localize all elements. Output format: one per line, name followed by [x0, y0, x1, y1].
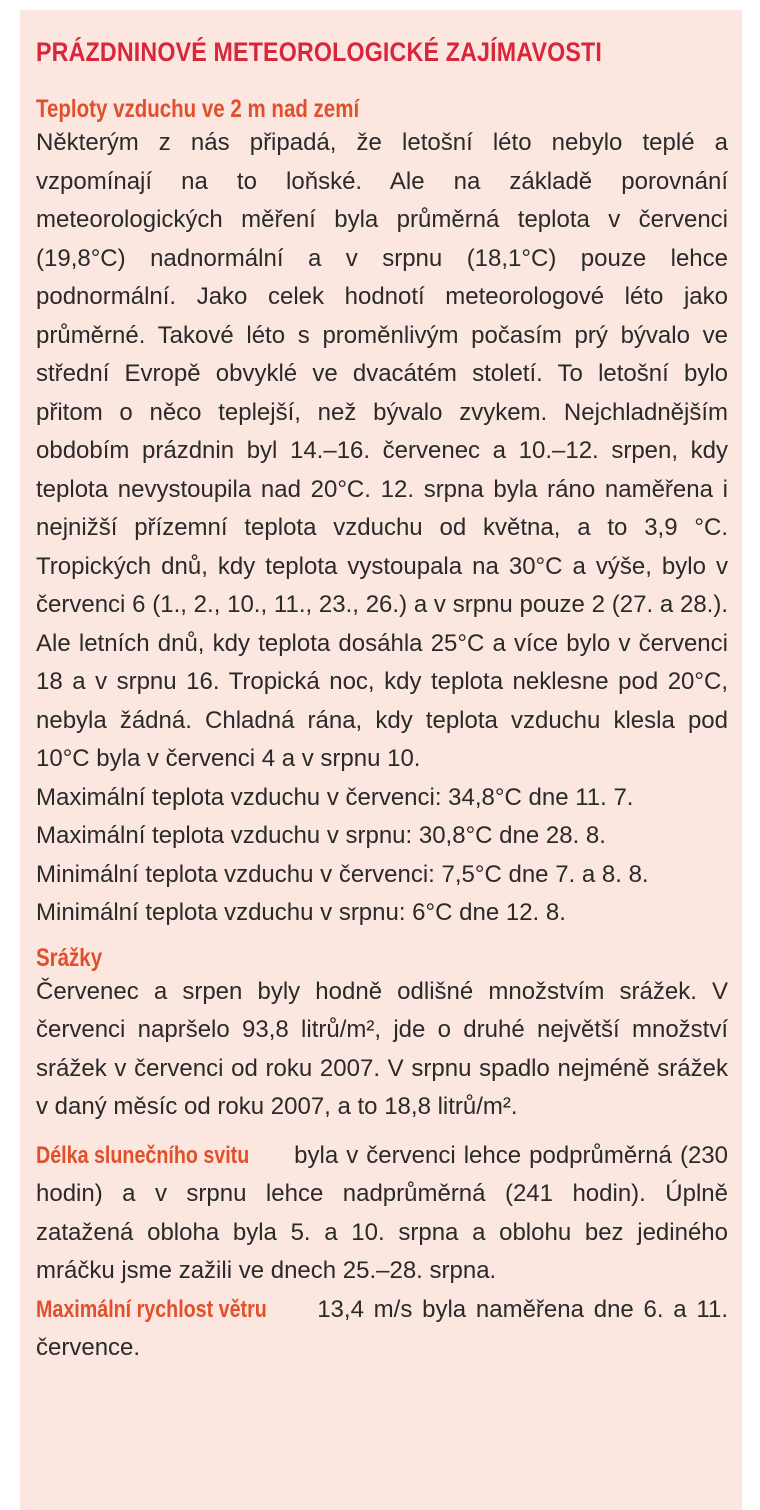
precipitation-paragraph: Červenec a srpen byly hodně odlišné množstvím srážek. V červenci napršelo 93,8 litrů/m², jde o druhé největší množství srážek v červenci od roku 2007. V srpnu spadlo nejméně srážek v daný měsíc od roku 2007, a to 18,8 litrů/m². — [36, 977, 728, 1120]
record-max-july: Maximální teplota vzduchu v červenci: 34,8°C dne 11. 7. — [36, 783, 634, 811]
wind-paragraph — [36, 1291, 728, 1368]
record-min-july: Minimální teplota vzduchu v červenci: 7,5°C dne 7. a 8. 8. — [36, 860, 649, 888]
temperature-heading: Teploty vzduchu ve 2 m nad zemí — [36, 95, 360, 123]
wind-heading: Maximální rychlost větru — [36, 1295, 267, 1323]
temperature-paragraph: Některým z nás připadá, že letošní léto nebylo teplé a vzpomínají na to loňské. Ale na základě porovnání meteorologických měření byla průměrná teplota v červenci (19,8°C) nadnormální a v srpnu (18,1°C) pouze lehce podnormální. Jako celek hodnotí meteorologové léto jako průměrné. Takové léto s proměnlivým počasím prý bývalo ve střední Evropě obvyklé ve dvacátém století. To letošní bylo přitom o něco teplejší, než bývalo zvykem. Nejchladnějším obdobím prázdnin byl 14.–16. červenec a 10.–12. srpen, kdy teplota nevystoupila nad 20°C. 12. srpna byla ráno naměřena i nejnižší přízemní teplota vzduchu od května, a to 3,9 °C. Tropických dnů, kdy teplota vystoupala na 30°C a výše, bylo v červenci 6 (1., 2., 10., 11., 23., 26.) a v srpnu pouze 2 (27. a 28.). Ale letních dnů, kdy teplota dosáhla 25°C a více bylo v červenci 18 a v srpnu 16. Tropická noc, kdy teplota neklesne pod 20°C, nebyla žádná. Chladná rána, kdy teplota vzduchu klesla pod 10°C byla v červenci 4 a v srpnu 10. — [36, 129, 728, 772]
precipitation-heading: Srážky — [36, 943, 103, 972]
record-min-august: Minimální teplota vzduchu v srpnu: 6°C dne 12. 8. — [36, 899, 566, 926]
temperature-records — [36, 779, 728, 933]
record-max-august: Maximální teplota vzduchu v srpnu: 30,8°C dne 28. 8. — [36, 822, 606, 849]
article-title: PRÁZDNINOVÉ METEOROLOGICKÉ ZAJÍMAVOSTI — [36, 37, 603, 67]
sunshine-heading: Délka slunečního svitu — [36, 1141, 250, 1169]
wind-text: 13,4 m/s byla naměřena dne 6. a 11. července. — [36, 1295, 728, 1361]
sunshine-paragraph — [36, 1137, 728, 1291]
sunshine-text: byla v červenci lehce podprůměrná (230 hodin) a v srpnu lehce nadprůměrná (241 hodin). Úplně zatažená obloha byla 5. a 10. srpna a oblohu bez jediného mráčku jsme zažili ve dnech 25.–28. srpna. — [36, 1141, 728, 1284]
article-panel — [20, 10, 742, 1510]
